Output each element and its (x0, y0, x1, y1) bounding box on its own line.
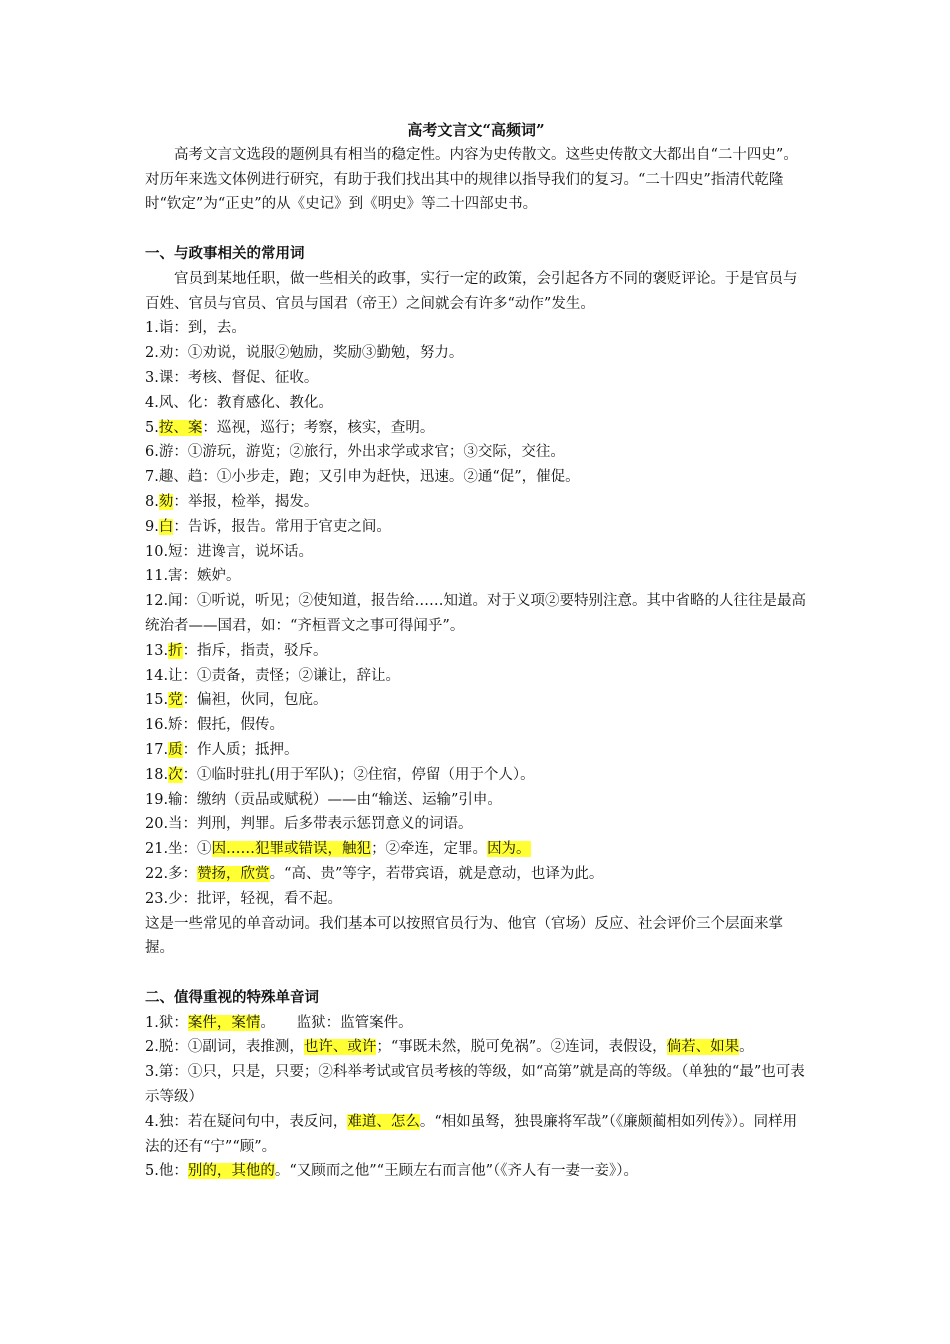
item-text: 16.矫：假托，假传。 (145, 717, 285, 734)
highlighted-text: 次 (168, 766, 183, 783)
section-2-heading: 二、值得重视的特殊单音词 (145, 988, 319, 1006)
item-text: 4.独：若在疑问句中，表反问， (145, 1113, 348, 1130)
highlighted-text: 难道、怎么 (347, 1113, 420, 1130)
list-item (145, 589, 807, 639)
item-text: 17. (145, 741, 169, 758)
item-text: 1.诣：到，去。 (145, 320, 246, 337)
item-text: 。 (739, 1039, 754, 1056)
highlighted-text: 按、案 (158, 419, 203, 436)
list-item (145, 738, 807, 763)
list-item (145, 837, 807, 862)
list-item (145, 440, 807, 465)
item-text: ：①临时驻扎(用于军队)；②住宿，停留（用于个人）。 (182, 766, 535, 783)
list-item (145, 1011, 807, 1036)
item-text: 7.趣、趋：①小步走，跑；又引申为赶快，迅速。②通“促”，催促。 (145, 469, 580, 486)
list-item (145, 490, 807, 515)
section-1-heading: 一、与政事相关的常用词 (145, 244, 305, 262)
item-text: ：偏袒，伙同，包庇。 (182, 692, 328, 709)
item-text: ；②牵连，定罪。 (371, 841, 488, 858)
list-item (145, 316, 807, 341)
list-item (145, 416, 807, 441)
item-text: 3.课：考核、督促、征收。 (145, 369, 319, 386)
item-text: 15. (145, 692, 169, 709)
item-text: ：举报，检举，揭发。 (173, 493, 319, 510)
list-item (145, 391, 807, 416)
section-2-list (145, 1011, 807, 1185)
section-1-outro: 这是一些常见的单音动词。我们基本可以按照官员行为、他官（官场）反应、社会评价三个层面来掌握。 (145, 915, 783, 957)
item-text: 23.少：批评，轻视，看不起。 (145, 890, 343, 907)
list-item (145, 341, 807, 366)
item-text: 13. (145, 642, 169, 659)
highlighted-text: 白 (158, 518, 174, 535)
item-text: 3.第：①只，只是，只要；②科举考试或官员考核的等级，如“高第”就是高的等级。（单独的“最”也可表示等级） (145, 1064, 805, 1106)
list-item (145, 366, 807, 391)
list-item (145, 1159, 807, 1184)
highlighted-text: 赞扬，欣赏 (197, 865, 270, 882)
item-text: 1.狱： (145, 1014, 188, 1031)
list-item (145, 812, 807, 837)
highlighted-text: 劾 (158, 493, 174, 510)
item-text: 22.多： (145, 865, 198, 882)
intro-paragraph: 高考文言文选段的题例具有相当的稳定性。内容为史传散文。这些史传散文大都出自“二十四史”。对历年来选文体例进行研究，有助于我们找出其中的规律以指导我们的复习。“二十四史”指清代乾隆时“钦定”为“正史”的从《史记》到《明史》等二十四部史书。 (145, 146, 798, 213)
list-item (145, 1035, 807, 1060)
list-item (145, 564, 807, 589)
highlighted-text: 折 (168, 642, 183, 659)
item-text: 21.坐：① (145, 841, 212, 858)
item-text: 5. (145, 419, 159, 436)
list-item (145, 862, 807, 887)
item-text: 8. (145, 493, 159, 510)
item-text: 19.输：缴纳（贡品或赋税）——由“输送、运输”引申。 (145, 791, 502, 808)
list-item (145, 788, 807, 813)
section-1-intro: 官员到某地任职，做一些相关的政事，实行一定的政策，会引起各方不同的褒贬评论。于是官员与百姓、官员与官员、官员与国君（帝王）之间就会有许多“动作”发生。 (145, 270, 798, 312)
item-text: ：指斥，指责，驳斥。 (182, 642, 328, 659)
item-text: ：巡视，巡行；考察，核实，查明。 (202, 419, 435, 436)
item-text: 12.闻：①听说，听见；②使知道，报告给……知道。对于义项②要特别注意。其中省略的人往往是最高统治者——国君，如：“齐桓晋文之事可得闻乎”。 (145, 593, 807, 634)
item-text: 2.劝：①劝说，说服②勉励，奖励③勤勉，努力。 (145, 345, 464, 362)
item-text: 10.短：进谗言，说坏话。 (145, 543, 314, 560)
list-item (145, 540, 807, 565)
item-text: ：作人质；抵押。 (182, 741, 299, 758)
list-item (145, 887, 807, 912)
highlighted-text: 也许、或许 (303, 1039, 377, 1056)
section-1-list (145, 316, 807, 911)
highlighted-text: 因……犯罪或错误，触犯 (211, 841, 372, 858)
item-text: 4.风、化：教育感化、教化。 (145, 394, 333, 411)
item-text: 。“又顾而之他”“王顾左右而言他”（《齐人有一妻一妾》）。 (274, 1163, 638, 1180)
item-text: 18. (145, 766, 169, 783)
item-text: 。“相如虽驽，独畏廉将军哉”（《廉颇蔺相如列传》）。同样用法的还有“宁”“顾”。 (145, 1113, 798, 1155)
highlighted-text: 因为。 (487, 841, 531, 858)
item-text: 。“高、贵”等字，若带宾语，就是意动，也译为此。 (269, 865, 604, 882)
highlighted-text: 别的，其他的 (187, 1163, 275, 1180)
highlighted-text: 质 (168, 741, 183, 758)
item-text: ：告诉，报告。常用于官吏之间。 (173, 518, 391, 535)
item-text: 。 监狱：监管案件。 (260, 1014, 413, 1031)
list-item (145, 1060, 807, 1110)
list-item (145, 713, 807, 738)
list-item (145, 688, 807, 713)
list-item (145, 465, 807, 490)
item-text: 20.当：判刑，判罪。后多带表示惩罚意义的词语。 (145, 816, 473, 833)
list-item (145, 1110, 807, 1160)
item-text: 9. (145, 518, 159, 535)
page-title: 高考文言文“高频词” (407, 121, 545, 139)
list-item (145, 639, 807, 664)
document-page (145, 118, 807, 1184)
item-text: 11.害：嫉妒。 (145, 568, 241, 585)
list-item (145, 515, 807, 540)
highlighted-text: 倘若、如果 (666, 1039, 740, 1056)
item-text: 2.脱：①副词，表推测， (145, 1039, 304, 1056)
highlighted-text: 案件，案情 (187, 1014, 261, 1031)
item-text: 14.让：①责备，责怪；②谦让，辞让。 (145, 667, 401, 684)
item-text: ；“事既未然，脱可免祸”。②连词，表假设， (376, 1039, 667, 1056)
item-text: 6.游：①游玩，游览；②旅行，外出求学或求官；③交际，交往。 (145, 444, 565, 461)
list-item (145, 664, 807, 689)
highlighted-text: 党 (168, 692, 183, 709)
item-text: 5.他： (145, 1163, 188, 1180)
list-item (145, 763, 807, 788)
